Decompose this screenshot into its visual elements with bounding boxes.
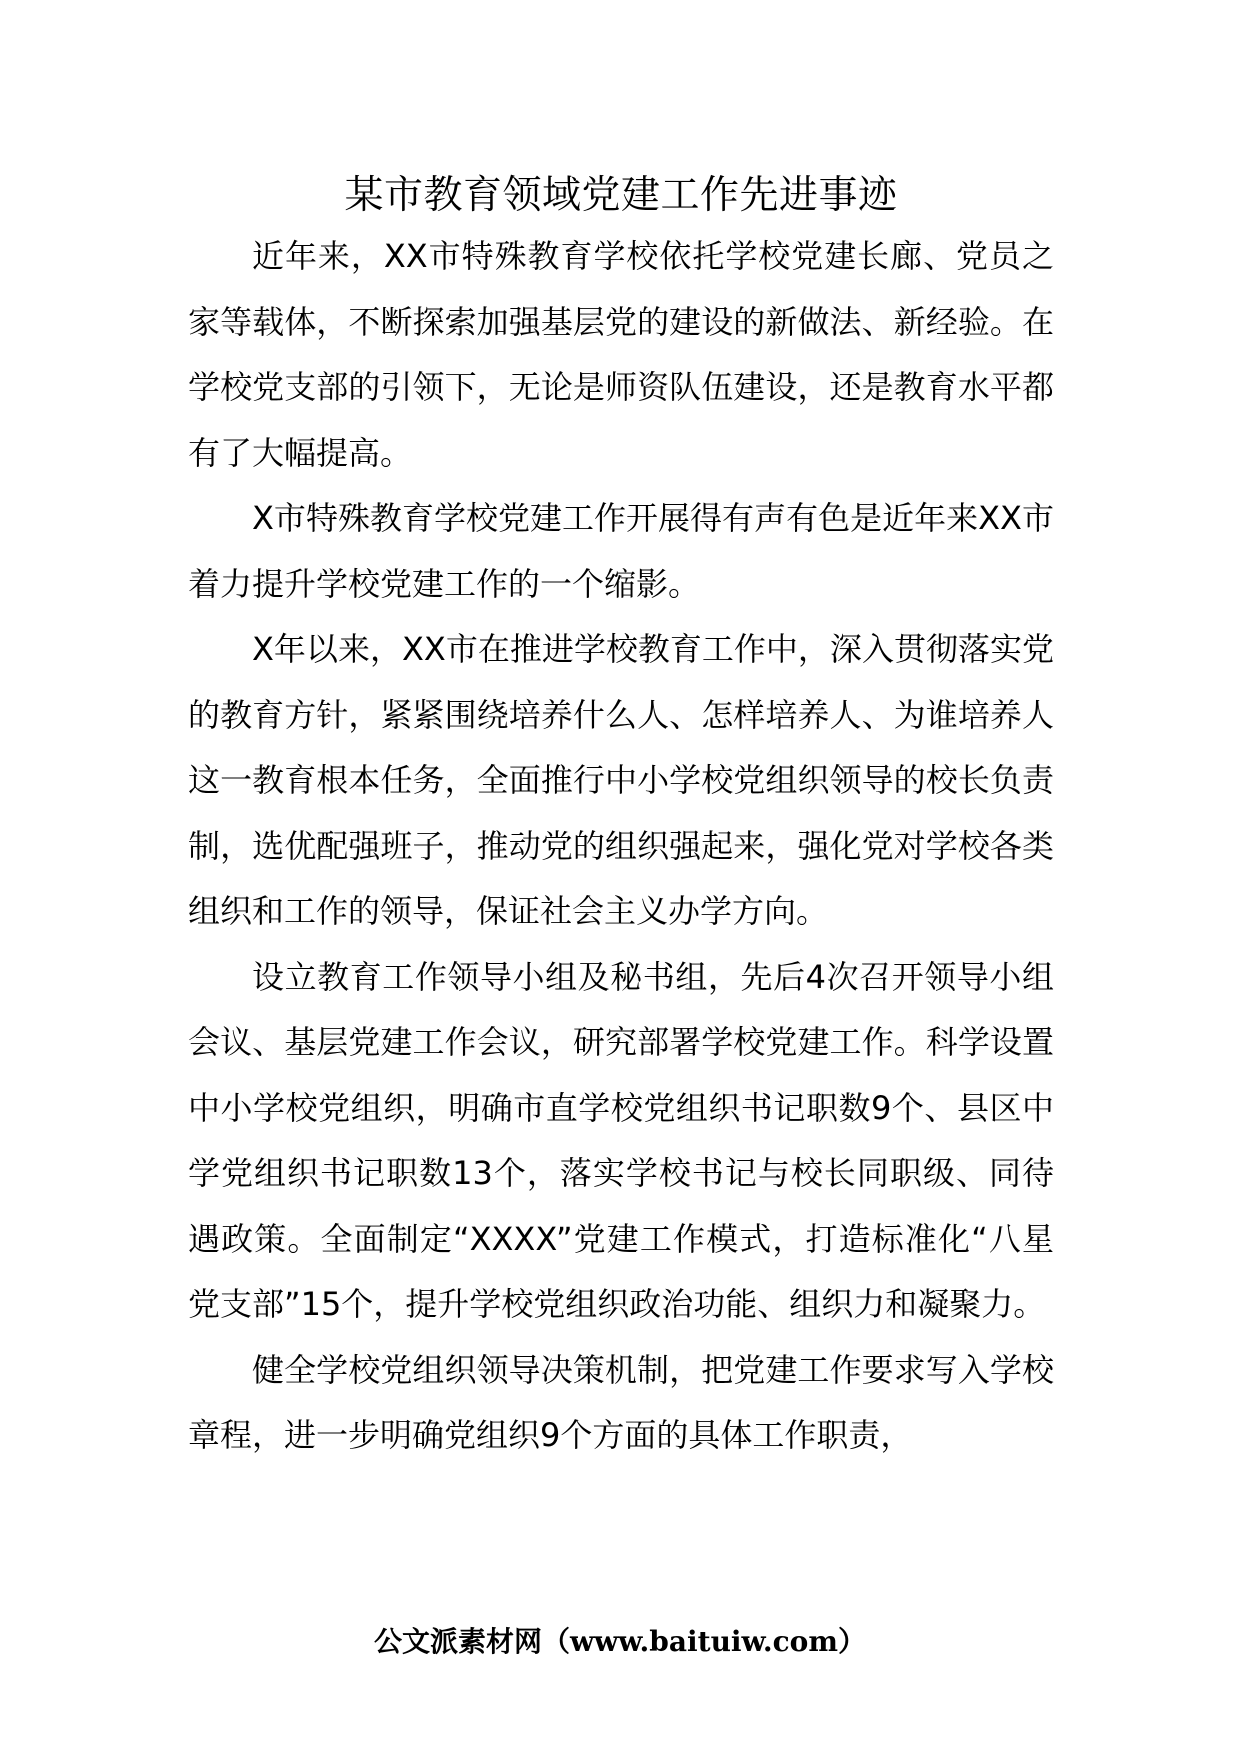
paragraph-2: X市特殊教育学校党建工作开展得有声有色是近年来XX市着力提升学校党建工作的一个缩影。 xyxy=(188,499,1054,603)
paragraph-4: 设立教育工作领导小组及秘书组，先后4次召开领导小组会议、基层党建工作会议，研究部署学校党建工作。科学设置中小学校党组织，明确市直学校党组织书记职数9个、县区中学党组织书记职数13个，落实学校书记与校长同职级、同待遇政策。全面制定“XXXX”党建工作模式，打造标准化“八星党支部”15个，提升学校党组织政治功能、组织力和凝聚力。 xyxy=(188,957,1054,1323)
paragraph-1: 近年来，XX市特殊教育学校依托学校党建长廊、党员之家等载体，不断探索加强基层党的建设的新做法、新经验。在学校党支部的引领下，无论是师资队伍建设，还是教育水平都有了大幅提高。 xyxy=(188,237,1054,472)
paragraph-5: 健全学校党组织领导决策机制，把党建工作要求写入学校章程，进一步明确党组织9个方面的具体工作职责， xyxy=(188,1350,1054,1454)
document-title: 某市教育领域党建工作先进事迹 xyxy=(344,173,898,218)
paragraph-3: X年以来，XX市在推进学校教育工作中，深入贯彻落实党的教育方针，紧紧围绕培养什么人、怎样培养人、为谁培养人这一教育根本任务，全面推行中小学校党组织领导的校长负责制，选优配强班子，推动党的组织强起来，强化党对学校各类组织和工作的领导，保证社会主义办学方向。 xyxy=(188,630,1054,930)
footer-watermark: 公文派素材网（www.baituiw.com） xyxy=(374,1625,866,1658)
document-page xyxy=(188,168,1054,1469)
